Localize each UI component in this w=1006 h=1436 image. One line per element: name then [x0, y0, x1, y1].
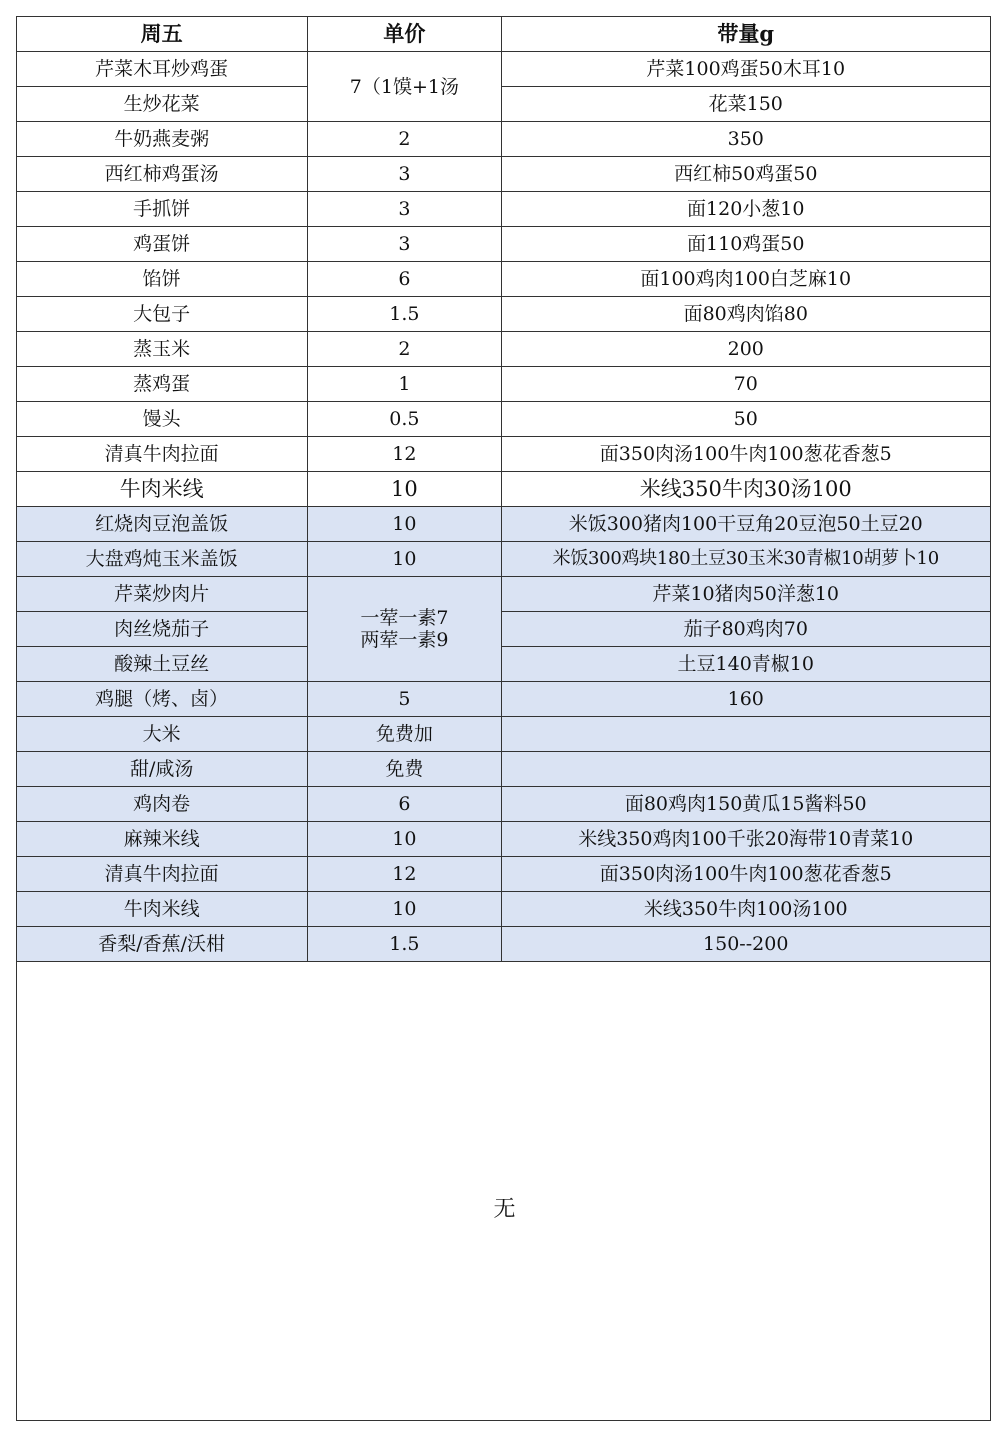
combo-price-line2: 两荤一素9: [360, 629, 449, 651]
dish-name: 大包子: [16, 297, 307, 332]
dish-portion: 米饭300猪肉100干豆角20豆泡50土豆20: [501, 507, 990, 542]
dish-portion: 面120小葱10: [501, 192, 990, 227]
dish-price: 10: [307, 542, 501, 577]
dish-portion: 米线350鸡肉100千张20海带10青菜10: [501, 822, 990, 857]
table-row: [16, 507, 990, 542]
dish-portion: 面80鸡肉馅80: [501, 297, 990, 332]
dish-name: 大盘鸡炖玉米盖饭: [16, 542, 307, 577]
dish-price: 7（1馍+1汤: [307, 52, 501, 122]
dish-price: 1: [307, 367, 501, 402]
dish-portion: 米饭300鸡块180土豆30玉米30青椒10胡萝卜10: [501, 542, 990, 577]
dish-portion: 350: [501, 122, 990, 157]
table-row: [16, 927, 990, 962]
dish-portion: 面100鸡肉100白芝麻10: [501, 262, 990, 297]
dish-price: 12: [307, 437, 501, 472]
dish-portion: 70: [501, 367, 990, 402]
dish-price: 10: [307, 507, 501, 542]
dish-name: 鸡肉卷: [16, 787, 307, 822]
dish-name: 蒸鸡蛋: [16, 367, 307, 402]
dish-portion: 米线350牛肉30汤100: [501, 472, 990, 507]
table-row: [16, 437, 990, 472]
dish-name: 清真牛肉拉面: [16, 437, 307, 472]
table-row: [16, 262, 990, 297]
table-row: [16, 542, 990, 577]
dish-name: 生炒花菜: [16, 87, 307, 122]
dish-price: 10: [307, 472, 501, 507]
dish-portion: 芹菜100鸡蛋50木耳10: [501, 52, 990, 87]
dish-price: 1.5: [307, 927, 501, 962]
dish-portion: 茄子80鸡肉70: [501, 612, 990, 647]
dish-portion: 花菜150: [501, 87, 990, 122]
dish-portion: 西红柿50鸡蛋50: [501, 157, 990, 192]
menu-sheet: [16, 16, 991, 1421]
table-row: [16, 682, 990, 717]
dish-price: 3: [307, 192, 501, 227]
dish-portion: 面80鸡肉150黄瓜15酱料50: [501, 787, 990, 822]
table-row: [16, 577, 990, 612]
dish-name: 手抓饼: [16, 192, 307, 227]
dish-price: 3: [307, 157, 501, 192]
table-row: [16, 647, 990, 682]
dish-name: 馒头: [16, 402, 307, 437]
dish-name: 清真牛肉拉面: [16, 857, 307, 892]
dish-name: 甜/咸汤: [16, 752, 307, 787]
table-row: [16, 787, 990, 822]
dish-name: 鸡腿（烤、卤）: [16, 682, 307, 717]
dish-price: 5: [307, 682, 501, 717]
dish-price: 免费: [307, 752, 501, 787]
combo-price-line1: 一荤一素7: [360, 607, 449, 629]
dish-portion: 芹菜10猪肉50洋葱10: [501, 577, 990, 612]
dish-portion: 150--200: [501, 927, 990, 962]
dish-name: 香梨/香蕉/沃柑: [16, 927, 307, 962]
table-row: [16, 717, 990, 752]
table-row: [16, 857, 990, 892]
dish-price: 3: [307, 227, 501, 262]
dish-price: 6: [307, 262, 501, 297]
dish-name: 牛肉米线: [16, 892, 307, 927]
table-row: [16, 157, 990, 192]
dish-price: 免费加: [307, 717, 501, 752]
empty-note: 无: [493, 1197, 516, 1222]
dish-portion: 200: [501, 332, 990, 367]
dish-portion: 米线350牛肉100汤100: [501, 892, 990, 927]
table-row: [16, 367, 990, 402]
dish-name: 馅饼: [16, 262, 307, 297]
table-row: [16, 332, 990, 367]
header-day: 周五: [16, 17, 307, 52]
table-row: [16, 227, 990, 262]
table-row: [16, 122, 990, 157]
table-row: [16, 52, 990, 87]
dish-name: 牛奶燕麦粥: [16, 122, 307, 157]
dish-name: 蒸玉米: [16, 332, 307, 367]
table-row: [16, 822, 990, 857]
dish-portion: 面350肉汤100牛肉100葱花香葱5: [501, 857, 990, 892]
table-row: [16, 192, 990, 227]
dish-name: 西红柿鸡蛋汤: [16, 157, 307, 192]
dish-portion: 土豆140青椒10: [501, 647, 990, 682]
dish-name: 酸辣土豆丝: [16, 647, 307, 682]
dish-price: 12: [307, 857, 501, 892]
dish-name: 肉丝烧茄子: [16, 612, 307, 647]
dish-name: 鸡蛋饼: [16, 227, 307, 262]
dish-portion: [501, 752, 990, 787]
dish-portion: 面350肉汤100牛肉100葱花香葱5: [501, 437, 990, 472]
combo-price: [307, 577, 501, 682]
dish-price: 6: [307, 787, 501, 822]
header-portion: 带量g: [501, 17, 990, 52]
dish-price: 10: [307, 892, 501, 927]
dish-name: 麻辣米线: [16, 822, 307, 857]
header-price: 单价: [307, 17, 501, 52]
dish-price: 1.5: [307, 297, 501, 332]
dish-price: 0.5: [307, 402, 501, 437]
dish-name: 红烧肉豆泡盖饭: [16, 507, 307, 542]
dish-portion: 160: [501, 682, 990, 717]
dish-price: 2: [307, 332, 501, 367]
dish-name: 大米: [16, 717, 307, 752]
table-row: [16, 892, 990, 927]
dish-price: 2: [307, 122, 501, 157]
menu-table: [16, 16, 991, 962]
table-row: [16, 87, 990, 122]
table-row: [16, 472, 990, 507]
dish-portion: 面110鸡蛋50: [501, 227, 990, 262]
table-row: [16, 297, 990, 332]
table-row: [16, 752, 990, 787]
dish-name: 芹菜木耳炒鸡蛋: [16, 52, 307, 87]
table-row: [16, 612, 990, 647]
header-row: [16, 17, 990, 52]
dish-portion: 50: [501, 402, 990, 437]
table-row: [16, 402, 990, 437]
dish-name: 芹菜炒肉片: [16, 577, 307, 612]
dish-name: 牛肉米线: [16, 472, 307, 507]
dish-price: 10: [307, 822, 501, 857]
dish-portion: [501, 717, 990, 752]
